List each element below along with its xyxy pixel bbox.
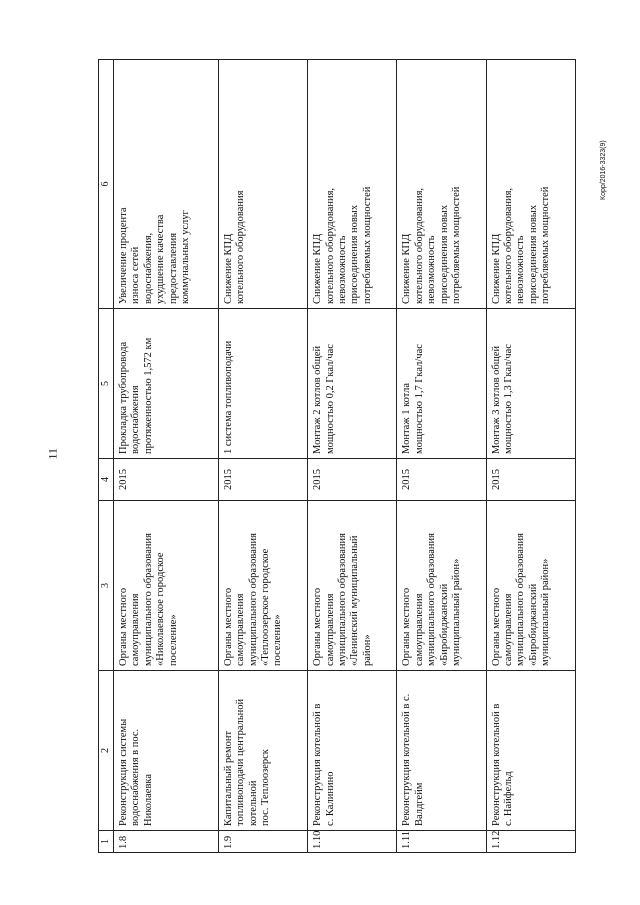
responsible-cell: Органы местного самоуправления муниципального образования «Ленинский муниципальный район» xyxy=(308,501,397,671)
responsible-cell: Органы местного самоуправления муниципального образования «Теплоозерское городское поселение» xyxy=(218,501,307,671)
row-number: 1.11 xyxy=(397,831,486,853)
responsible-cell: Органы местного самоуправления муниципального образования «Биробиджанский муниципальный район» xyxy=(397,501,486,671)
responsible-cell: Органы местного самоуправления муниципального образования «Биробиджанский муниципальный район» xyxy=(486,501,575,671)
column-header: 5 xyxy=(99,309,114,459)
document-stamp: Корр/2016-3323(9) xyxy=(600,140,607,200)
column-header: 2 xyxy=(99,671,114,831)
effect-cell: Снижение КПД котельного оборудования xyxy=(218,60,307,309)
responsible-cell: Органы местного самоуправления муниципального образования «Николаевское городское поселение» xyxy=(114,501,219,671)
header-row xyxy=(99,60,114,853)
effect-cell: Увеличение процента износа сетей водоснабжения, ухудшение качества предоставления коммунальных услуг xyxy=(114,60,219,309)
work-cell: 1 система топливоподачи xyxy=(218,309,307,459)
row-number: 1.10 xyxy=(308,831,397,853)
work-cell: Монтаж 3 котлов общей мощностью 1,3 Гкал/час xyxy=(486,309,575,459)
table-row xyxy=(114,60,219,853)
table-row xyxy=(486,60,575,853)
effect-cell: Снижение КПД котельного оборудования, невозможность присоединения новых потребляемых мощностей xyxy=(486,60,575,309)
object-cell: Реконструкция котельной в с. Найфельд xyxy=(486,671,575,831)
work-cell: Монтаж 2 котлов общей мощностью 0,2 Гкал/час xyxy=(308,309,397,459)
object-cell: Капитальный ремонт топливоподачи центральной котельной пос. Теплоозерск xyxy=(218,671,307,831)
year-cell: 2015 xyxy=(486,459,575,501)
table-row xyxy=(397,60,486,853)
work-cell: Монтаж 1 котла мощностью 1,7 Гкал/час xyxy=(397,309,486,459)
effect-cell: Снижение КПД котельного оборудования, невозможность присоединения новых потребляемых мощностей xyxy=(397,60,486,309)
row-number: 1.8 xyxy=(114,831,219,853)
year-cell: 2015 xyxy=(308,459,397,501)
column-header: 4 xyxy=(99,459,114,501)
work-cell: Прокладка трубопровода водоснабжения протяженностью 1,572 км xyxy=(114,309,219,459)
table-row xyxy=(218,60,307,853)
measures-table-container xyxy=(98,60,576,853)
column-header: 1 xyxy=(99,831,114,853)
page-number: 11 xyxy=(45,447,60,460)
effect-cell: Снижение КПД котельного оборудования, невозможность присоединения новых потребляемых мощностей xyxy=(308,60,397,309)
row-number: 1.12 xyxy=(486,831,575,853)
row-number: 1.9 xyxy=(218,831,307,853)
year-cell: 2015 xyxy=(114,459,219,501)
table-row xyxy=(308,60,397,853)
column-header: 6 xyxy=(99,60,114,309)
column-header: 3 xyxy=(99,501,114,671)
year-cell: 2015 xyxy=(397,459,486,501)
measures-table xyxy=(98,59,576,853)
object-cell: Реконструкция котельной в с. Калинино xyxy=(308,671,397,831)
object-cell: Реконструкция котельной в с. Валдгейм xyxy=(397,671,486,831)
year-cell: 2015 xyxy=(218,459,307,501)
object-cell: Реконструкция системы водоснабжения в пос. Николаевка xyxy=(114,671,219,831)
